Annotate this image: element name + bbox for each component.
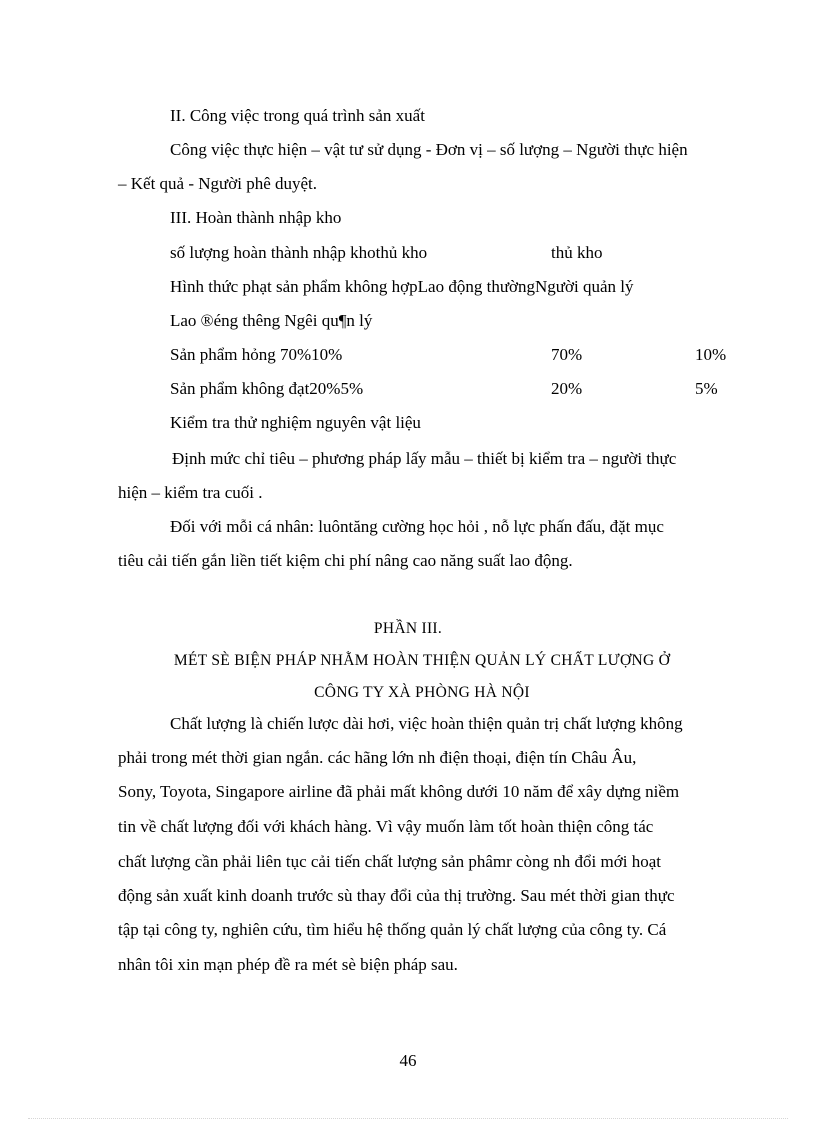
- penalty-row-value: 20%: [551, 379, 583, 398]
- body-text-line: Đối với mỗi cá nhân: luôntăng cường học hỏi , nỗ lực phấn đấu, đặt mục: [170, 517, 664, 536]
- part-3-subtitle: CÔNG TY XÀ PHÒNG HÀ NỘI: [314, 684, 530, 701]
- penalty-row-label: Sản phẩm không đạt20%5%: [170, 379, 364, 398]
- garbled-header-row: Lao ®éng thêng Ngêi qu¶n lý: [170, 311, 373, 330]
- penalty-row-label: Sản phẩm hỏng 70%10%: [170, 345, 343, 364]
- penalty-row-value: 70%: [551, 345, 583, 364]
- paragraph-line: chất lượng cần phải liên tục cải tiến chất lượng sản phâmr còng nh đổi mới hoạt: [118, 852, 661, 871]
- body-text-line: Kiểm tra thử nghiệm nguyên vật liệu: [170, 413, 421, 432]
- body-text-line: hiện – kiểm tra cuối .: [118, 483, 263, 502]
- section-2-heading: II. Công việc trong quá trình sản xuất: [170, 106, 425, 125]
- paragraph-line: Chất lượng là chiến lược dài hơi, việc hoàn thiện quản trị chất lượng không: [170, 714, 683, 733]
- paragraph-line: tập tại công ty, nghiên cứu, tìm hiểu hệ thống quản lý chất lượng của công ty. Cá: [118, 920, 667, 939]
- body-text-line: – Kết quả - Người phê duyệt.: [118, 174, 318, 193]
- quantity-row-label: số lượng hoàn thành nhập khothủ kho: [170, 243, 428, 262]
- part-3-subtitle: MÉT SÈ BIỆN PHÁP NHẰM HOÀN THIỆN QUẢN LÝ CHẤT LƯỢNG Ở: [173, 652, 671, 669]
- section-3-heading: III. Hoàn thành nhập kho: [170, 208, 342, 227]
- body-text-line: tiêu cải tiến gắn liền tiết kiệm chi phí nâng cao năng suất lao động.: [118, 551, 573, 570]
- penalty-row-header: Hình thức phạt sản phẩm không hợpLao động thườngNgười quản lý: [170, 277, 634, 296]
- penalty-row-value: 10%: [695, 345, 727, 364]
- paragraph-line: tin về chất lượng đối với khách hàng. Vì vậy muốn làm tốt hoàn thiện công tác: [118, 817, 654, 836]
- paragraph-line: nhân tôi xin mạn phép đề ra mét sè biện pháp sau.: [118, 955, 458, 974]
- page-number: 46: [399, 1051, 417, 1070]
- paragraph-line: Sony, Toyota, Singapore airline đã phải mất không dưới 10 năm để xây dựng niềm: [118, 782, 680, 801]
- body-text-line: Công việc thực hiện – vật tư sử dụng - Đơn vị – số lượng – Người thực hiện: [170, 140, 688, 159]
- bottom-border: [28, 1118, 788, 1119]
- body-text-line: Định mức chỉ tiêu – phương pháp lấy mẫu – thiết bị kiểm tra – người thực: [172, 449, 677, 468]
- penalty-row-value: 5%: [695, 379, 718, 398]
- paragraph-line: động sản xuất kinh doanh trước sù thay đổi của thị trường. Sau mét thời gian thực: [118, 886, 675, 905]
- paragraph-line: phải trong mét thời gian ngắn. các hãng lớn nh điện thoại, điện tín Châu Âu,: [118, 748, 637, 767]
- part-3-title: PHẦN III.: [373, 620, 443, 637]
- quantity-row-value: thủ kho: [551, 243, 603, 262]
